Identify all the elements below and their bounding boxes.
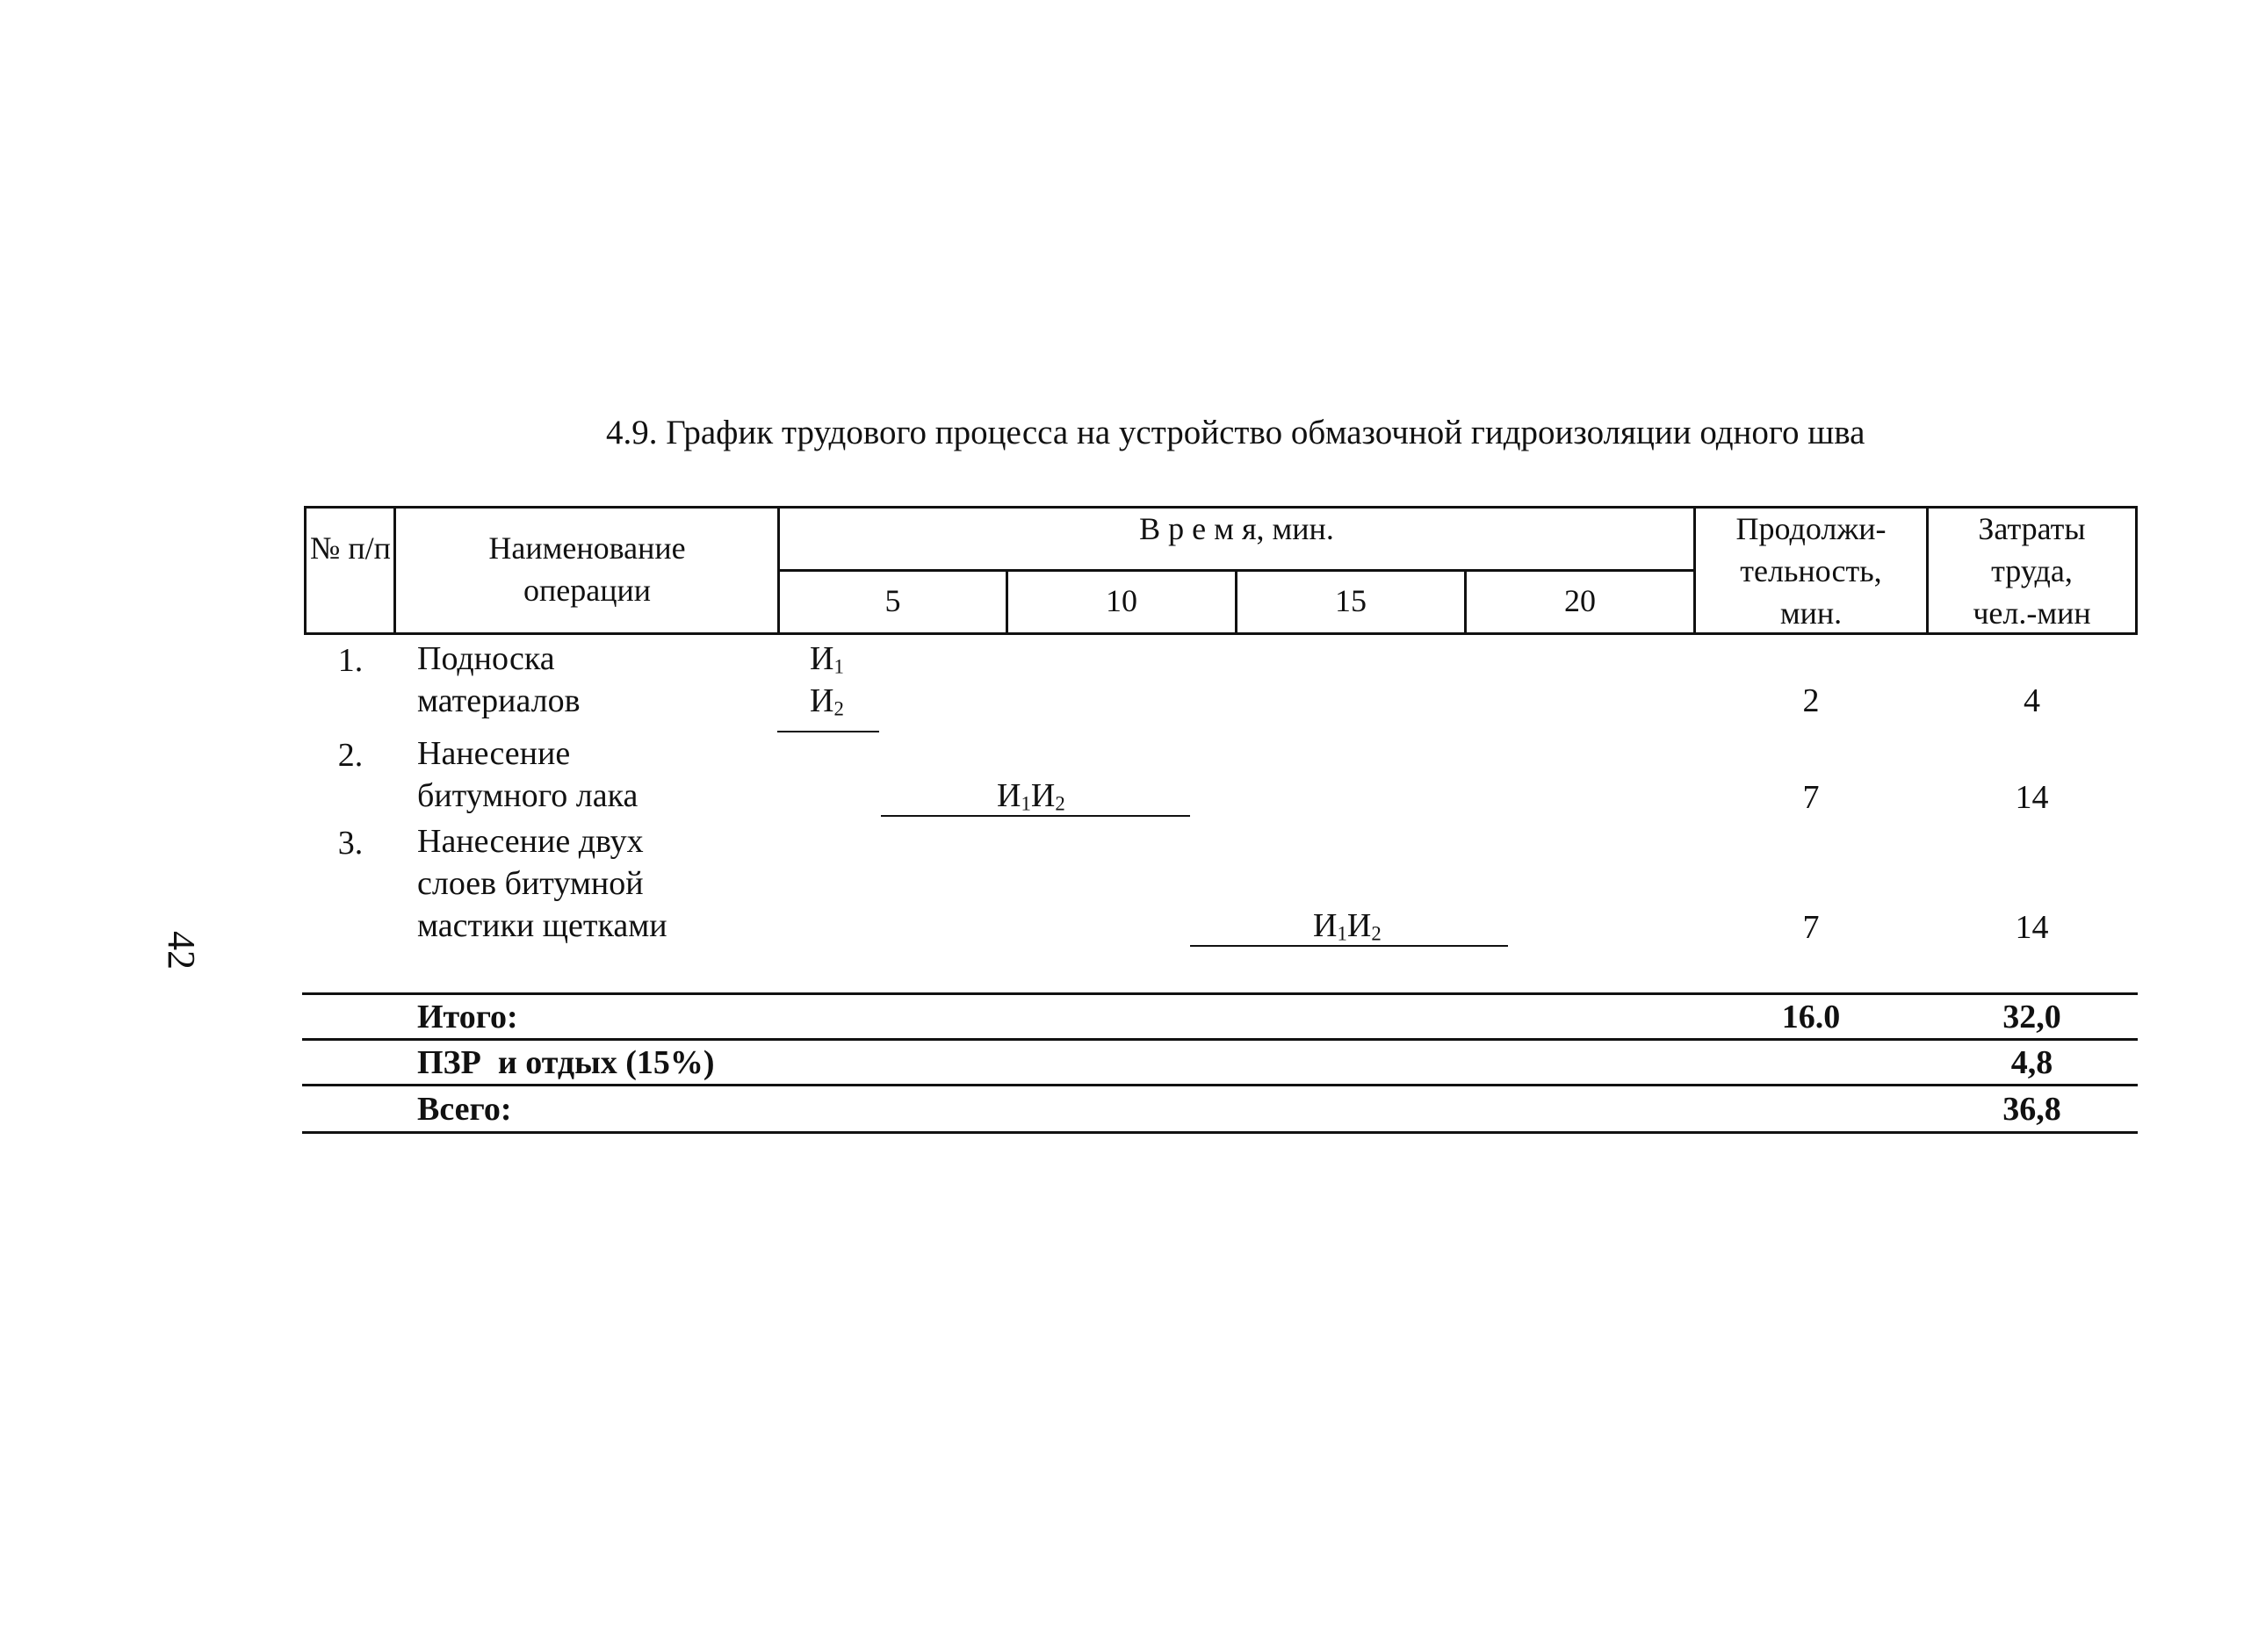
row-2-labor: 14: [2015, 779, 2049, 816]
row-3-name: [417, 820, 667, 947]
header-duration-line1: Продолжи-: [1735, 511, 1887, 546]
row-1-labor: 4: [2024, 682, 2040, 719]
header-name-line2: операции: [523, 573, 652, 608]
row-2-duration: 7: [1802, 779, 1820, 816]
total-itogo-labor: 32,0: [2002, 999, 2061, 1035]
header-tick-20: 20: [1564, 583, 1596, 618]
header-duration-line2: тельность,: [1740, 553, 1882, 588]
row-2-name-line2: битумного лака: [417, 777, 639, 814]
row-1-name-line1: Подноска: [417, 640, 555, 677]
row-3-num: 3.: [337, 825, 364, 862]
header-labor: [1929, 508, 2135, 634]
row-1-worker-1: $И_1$: [810, 640, 844, 678]
row-1-num: 1.: [337, 642, 364, 679]
total-vsego-labor: 36,8: [2002, 1091, 2061, 1128]
row-3-duration: 7: [1802, 909, 1820, 946]
header-duration: [1696, 508, 1926, 634]
row-2-schedule-bar: [881, 815, 1190, 817]
header-num: № п/п: [310, 530, 391, 566]
row-1-worker-2: $И_2$: [810, 682, 844, 720]
header-tick-10: 10: [1106, 583, 1137, 618]
total-itogo-duration: 16.0: [1781, 999, 1841, 1035]
header-border-right: [2135, 506, 2138, 635]
header-labor-line1: Затраты: [1978, 511, 2086, 546]
row-3-name-line3: мастики щетками: [417, 907, 667, 944]
header-labor-line2: труда,: [1991, 553, 2073, 588]
row-1-name-line2: материалов: [417, 682, 581, 719]
row-2-num: 2.: [337, 737, 364, 774]
header-labor-line3: чел.-мин: [1973, 595, 2091, 631]
header-border-num-name: [393, 506, 396, 635]
total-pzr-labor: 4,8: [2010, 1044, 2053, 1081]
row-1-schedule-bar: [777, 731, 879, 732]
header-duration-line3: мин.: [1779, 595, 1843, 631]
header-tick-15: 15: [1335, 583, 1367, 618]
header-name: [397, 527, 777, 611]
totals-border-1: [302, 1038, 2138, 1041]
header-name-line1: Наименование: [488, 530, 686, 566]
page-number: 42: [160, 931, 203, 970]
row-2-name-line1: Нанесение: [417, 735, 571, 772]
totals-bottom-border: [302, 1131, 2138, 1134]
row-3-labor: 14: [2015, 909, 2049, 946]
total-pzr-label: ПЗР и отдых (15%): [417, 1044, 715, 1081]
header-border-left: [304, 506, 307, 635]
row-3-workers: $И_1И_2$: [1313, 907, 1382, 945]
totals-top-border: [302, 992, 2138, 995]
row-2-name: [417, 732, 638, 817]
table-title: 4.9. График трудового процесса на устройство обмазочной гидроизоляции одного шва: [606, 414, 1865, 451]
row-3-schedule-bar: [1190, 945, 1508, 947]
header-time: В р е м я, мин.: [1139, 511, 1334, 546]
row-3-name-line2: слоев битумной: [417, 865, 644, 902]
row-1-name: [417, 638, 581, 722]
header-tick-5: 5: [884, 583, 901, 618]
total-itogo-label: Итого:: [417, 999, 518, 1035]
row-2-workers: $И_1И_2$: [997, 777, 1065, 815]
totals-border-2: [302, 1084, 2138, 1086]
row-3-name-line1: Нанесение двух: [417, 823, 644, 860]
row-1-duration: 2: [1802, 682, 1820, 719]
total-vsego-label: Всего:: [417, 1091, 512, 1128]
